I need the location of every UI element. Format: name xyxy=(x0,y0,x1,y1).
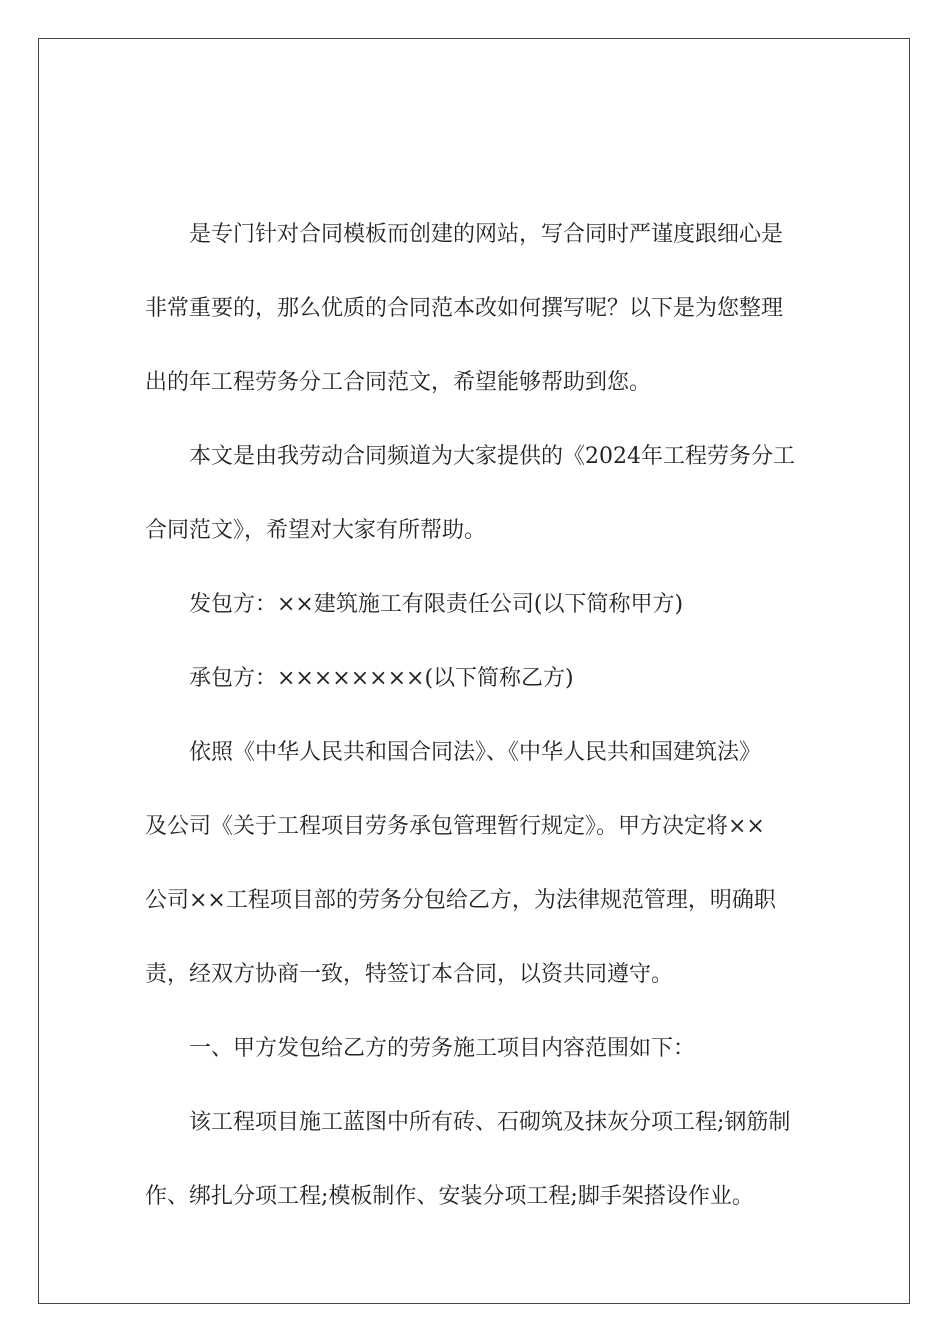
paragraph-basis xyxy=(145,716,815,1012)
paragraph-party-b xyxy=(145,642,815,716)
paragraph-intro xyxy=(145,198,815,420)
section-1-heading xyxy=(145,1012,815,1086)
text-line: 公司××工程项目部的劳务分包给乙方，为法律规范管理，明确职 xyxy=(145,888,776,913)
text-line: 一、甲方发包给乙方的劳务施工项目内容范围如下： xyxy=(189,1036,696,1061)
text-line: 出的年工程劳务分工合同范文，希望能够帮助到您。 xyxy=(145,370,652,395)
text-line: 依照《中华人民共和国合同法》、《中华人民共和国建筑法》 xyxy=(189,740,762,765)
paragraph-channel-note xyxy=(145,420,815,568)
paragraph-section-1-body xyxy=(145,1086,815,1234)
text-line: 发包方：××建筑施工有限责任公司(以下简称甲方) xyxy=(189,592,684,617)
text-line: 责，经双方协商一致，特签订本合同，以资共同遵守。 xyxy=(145,962,674,987)
text-line: 本文是由我劳动合同频道为大家提供的《2024年工程劳务分工 xyxy=(189,444,795,469)
text-line: 合同范文》，希望对大家有所帮助。 xyxy=(145,518,487,543)
text-line: 作、绑扎分项工程;模板制作、安装分项工程;脚手架搭设作业。 xyxy=(145,1184,754,1209)
text-line: 及公司《关于工程项目劳务承包管理暂行规定》。甲方决定将×× xyxy=(145,814,765,839)
paragraph-party-a xyxy=(145,568,815,642)
document-body xyxy=(145,198,815,1234)
text-line: 非常重要的，那么优质的合同范本改如何撰写呢？以下是为您整理 xyxy=(145,296,784,321)
text-line: 是专门针对合同模板而创建的网站，写合同时严谨度跟细心是 xyxy=(189,222,784,247)
text-line: 承包方：××××××××(以下简称乙方) xyxy=(189,666,574,691)
text-line: 该工程项目施工蓝图中所有砖、石砌筑及抹灰分项工程;钢筋制 xyxy=(189,1110,791,1135)
